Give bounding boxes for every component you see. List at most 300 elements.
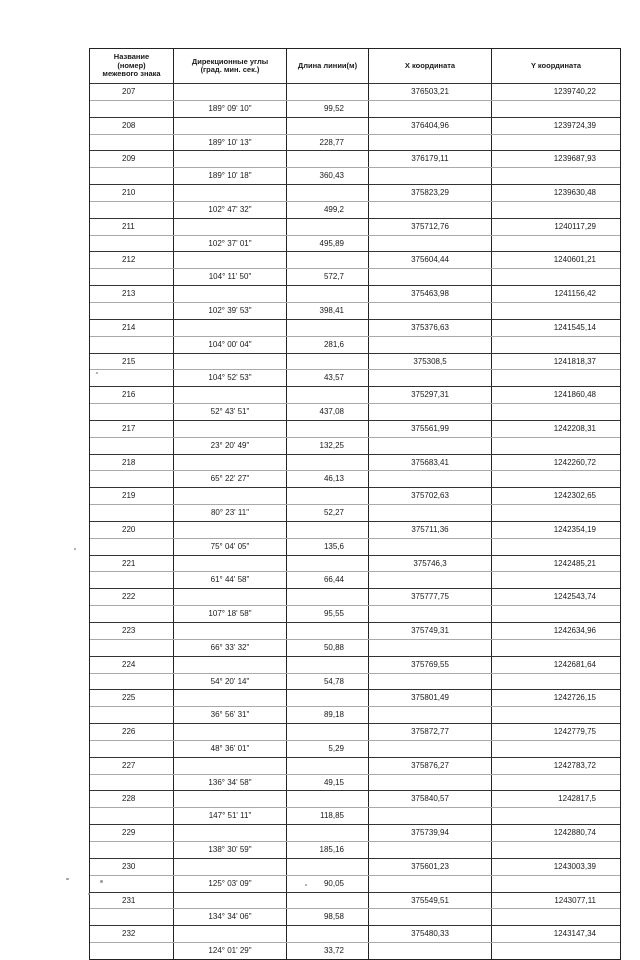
length-cell: [287, 84, 369, 100]
angle-cell: 189° 10' 18": [174, 168, 287, 184]
table-row: [90, 470, 620, 487]
x-coordinate-cell: 375777,75: [369, 589, 492, 605]
y-coordinate-cell: 1241860,48: [553, 390, 596, 400]
y-coordinate-cell: 1243077,11: [554, 895, 596, 905]
point-name-cell: [90, 471, 174, 487]
point-name-cell: 220: [90, 522, 174, 538]
angle-cell: 104° 11' 50": [174, 269, 287, 285]
table-row: [90, 807, 620, 824]
angle-cell: [174, 320, 287, 336]
point-name-cell: [90, 640, 174, 656]
length-cell: [287, 893, 369, 909]
x-coordinate-cell: [369, 438, 492, 454]
x-coordinate-cell: 375549,51: [369, 893, 492, 909]
angle-cell: 125° 03' 09": [174, 876, 287, 892]
point-name-cell: 208: [90, 118, 174, 134]
table-row: [90, 521, 620, 538]
x-coordinate-cell: 375604,44: [369, 252, 492, 268]
x-coordinate-cell: 375702,63: [369, 488, 492, 504]
angle-cell: [174, 926, 287, 942]
x-coordinate-cell: [369, 674, 492, 690]
y-coordinate-cell: [492, 572, 620, 588]
scan-speck: [74, 548, 76, 550]
length-cell: 54,78: [287, 674, 369, 690]
length-cell: [287, 758, 369, 774]
x-coordinate-cell: 376179,11: [369, 151, 492, 167]
point-name-cell: 232: [90, 926, 174, 942]
y-coordinate-cell: [492, 943, 620, 959]
point-name-cell: 228: [90, 791, 174, 807]
x-coordinate-cell: 375840,57: [369, 791, 492, 807]
length-cell: [287, 387, 369, 403]
x-coordinate-cell: [369, 202, 492, 218]
length-cell: [287, 219, 369, 235]
length-cell: 90,05: [287, 876, 369, 892]
table-row: [90, 235, 620, 252]
length-cell: [287, 589, 369, 605]
length-cell: 360,43: [287, 168, 369, 184]
point-name-cell: 224: [90, 657, 174, 673]
table-row: [90, 571, 620, 588]
angle-cell: [174, 859, 287, 875]
table-header-row: [90, 48, 620, 83]
length-cell: 49,15: [287, 775, 369, 791]
angle-cell: [174, 151, 287, 167]
coordinates-table: [89, 48, 621, 960]
point-name-cell: [90, 909, 174, 925]
x-coordinate-cell: 376503,21: [369, 84, 492, 100]
angle-cell: [174, 791, 287, 807]
length-cell: 437,08: [287, 404, 369, 420]
angle-cell: 104° 52' 53": [174, 370, 287, 386]
x-coordinate-cell: 375876,27: [369, 758, 492, 774]
table-row: [90, 673, 620, 690]
y-coordinate-cell: 1242208,31: [553, 423, 596, 433]
table-row: [90, 908, 620, 925]
angle-cell: 23° 20' 49": [174, 438, 287, 454]
y-coordinate-cell: 1243147,34: [553, 929, 596, 939]
y-coordinate-cell: 1242634,96: [553, 626, 596, 635]
point-name-cell: [90, 943, 174, 959]
y-coordinate-cell: [492, 101, 620, 117]
y-coordinate-cell: 1242302,65: [553, 491, 596, 501]
y-coordinate-cell: 1242354,19: [553, 524, 596, 534]
x-coordinate-cell: 375823,29: [369, 185, 492, 201]
angle-cell: 104° 00' 04": [174, 337, 287, 353]
length-cell: [287, 825, 369, 841]
table-row: [90, 790, 620, 807]
x-coordinate-cell: 375308,5: [369, 354, 492, 370]
length-cell: [287, 455, 369, 471]
length-cell: 5,29: [287, 741, 369, 757]
x-coordinate-cell: 375711,36: [369, 522, 492, 538]
point-name-cell: [90, 404, 174, 420]
y-coordinate-cell: [492, 674, 620, 690]
y-coordinate-cell: [492, 337, 620, 353]
y-coordinate-cell: 1241545,14: [553, 322, 596, 332]
y-coordinate-cell: [492, 808, 620, 824]
angle-cell: 134° 34' 06": [174, 909, 287, 925]
y-coordinate-cell: 1242783,72: [553, 760, 596, 770]
x-coordinate-cell: [369, 370, 492, 386]
table-row: [90, 100, 620, 117]
angle-cell: [174, 185, 287, 201]
table-row: [90, 369, 620, 386]
point-name-cell: 219: [90, 488, 174, 504]
length-cell: 281,6: [287, 337, 369, 353]
length-cell: [287, 252, 369, 268]
x-coordinate-cell: [369, 539, 492, 555]
header-x-coordinate: X координата: [369, 49, 492, 83]
angle-cell: 124° 01' 29": [174, 943, 287, 959]
point-name-cell: [90, 370, 174, 386]
length-cell: 66,44: [287, 572, 369, 588]
x-coordinate-cell: [369, 337, 492, 353]
angle-cell: [174, 893, 287, 909]
table-row: [90, 201, 620, 218]
x-coordinate-cell: [369, 269, 492, 285]
length-cell: [287, 791, 369, 807]
x-coordinate-cell: [369, 775, 492, 791]
table-row: [90, 83, 620, 100]
table-row: [90, 487, 620, 504]
table-row: [90, 858, 620, 875]
angle-cell: [174, 118, 287, 134]
length-cell: [287, 151, 369, 167]
table-row: [90, 336, 620, 353]
x-coordinate-cell: [369, 471, 492, 487]
point-name-cell: 216: [90, 387, 174, 403]
point-name-cell: 226: [90, 724, 174, 740]
length-cell: 33,72: [287, 943, 369, 959]
x-coordinate-cell: [369, 135, 492, 151]
length-cell: 185,16: [287, 842, 369, 858]
x-coordinate-cell: 375480,33: [369, 926, 492, 942]
y-coordinate-cell: 1242726,15: [553, 693, 596, 703]
table-row: [90, 605, 620, 622]
length-cell: 495,89: [287, 236, 369, 252]
x-coordinate-cell: [369, 572, 492, 588]
y-coordinate-cell: 1242543,74: [553, 592, 596, 602]
length-cell: 228,77: [287, 135, 369, 151]
table-row: [90, 386, 620, 403]
x-coordinate-cell: 375683,41: [369, 455, 492, 471]
y-coordinate-cell: [492, 640, 620, 656]
x-coordinate-cell: 375801,49: [369, 690, 492, 706]
point-name-cell: 215: [90, 354, 174, 370]
y-coordinate-cell: 1242485,21: [553, 558, 596, 568]
point-name-cell: 210: [90, 185, 174, 201]
angle-cell: 52° 43' 51": [174, 404, 287, 420]
angle-cell: [174, 825, 287, 841]
angle-cell: 66° 33' 32": [174, 640, 287, 656]
angle-cell: [174, 252, 287, 268]
angle-cell: [174, 657, 287, 673]
angle-cell: 80° 23' 11": [174, 505, 287, 521]
x-coordinate-cell: [369, 741, 492, 757]
x-coordinate-cell: [369, 943, 492, 959]
length-cell: 50,88: [287, 640, 369, 656]
point-name-cell: 231: [90, 893, 174, 909]
angle-cell: [174, 455, 287, 471]
x-coordinate-cell: 375746,3: [369, 556, 492, 572]
table-row: [90, 319, 620, 336]
y-coordinate-cell: 1242681,64: [553, 659, 596, 669]
angle-cell: [174, 421, 287, 437]
x-coordinate-cell: 375872,77: [369, 724, 492, 740]
angle-cell: [174, 354, 287, 370]
y-coordinate-cell: [492, 539, 620, 555]
point-name-cell: [90, 775, 174, 791]
angle-cell: 36° 56' 31": [174, 707, 287, 723]
length-cell: [287, 488, 369, 504]
point-name-cell: 229: [90, 825, 174, 841]
x-coordinate-cell: [369, 909, 492, 925]
table-row: [90, 588, 620, 605]
angle-cell: [174, 286, 287, 302]
point-name-cell: [90, 505, 174, 521]
angle-cell: 147° 51' 11": [174, 808, 287, 824]
table-row: [90, 117, 620, 134]
point-name-cell: [90, 168, 174, 184]
length-cell: 132,25: [287, 438, 369, 454]
point-name-cell: [90, 572, 174, 588]
y-coordinate-cell: 1242880,74: [553, 828, 596, 838]
y-coordinate-cell: 1242260,72: [553, 457, 596, 467]
length-cell: 499,2: [287, 202, 369, 218]
point-name-cell: [90, 202, 174, 218]
point-name-cell: 217: [90, 421, 174, 437]
point-name-cell: [90, 135, 174, 151]
angle-cell: 102° 47' 32": [174, 202, 287, 218]
x-coordinate-cell: [369, 168, 492, 184]
x-coordinate-cell: [369, 707, 492, 723]
point-name-cell: 223: [90, 623, 174, 639]
x-coordinate-cell: [369, 101, 492, 117]
length-cell: [287, 859, 369, 875]
x-coordinate-cell: [369, 303, 492, 319]
table-row: [90, 437, 620, 454]
point-name-cell: [90, 842, 174, 858]
length-cell: [287, 623, 369, 639]
x-coordinate-cell: 375769,55: [369, 657, 492, 673]
y-coordinate-cell: 1240601,21: [553, 255, 596, 265]
table-row: [90, 757, 620, 774]
table-row: [90, 134, 620, 151]
table-row: [90, 555, 620, 572]
angle-cell: [174, 522, 287, 538]
table-row: [90, 268, 620, 285]
x-coordinate-cell: 375463,98: [369, 286, 492, 302]
point-name-cell: 227: [90, 758, 174, 774]
header-line-length: Длина линии(м): [287, 49, 369, 83]
table-row: [90, 167, 620, 184]
angle-cell: [174, 758, 287, 774]
length-cell: [287, 320, 369, 336]
y-coordinate-cell: 1243003,39: [553, 861, 596, 871]
angle-cell: [174, 724, 287, 740]
y-coordinate-cell: 1239724,39: [553, 120, 596, 130]
point-name-cell: [90, 438, 174, 454]
angle-cell: [174, 84, 287, 100]
point-name-cell: 230: [90, 859, 174, 875]
point-name-cell: 207: [90, 84, 174, 100]
table-row: [90, 285, 620, 302]
table-row: [90, 403, 620, 420]
y-coordinate-cell: 1241818,37: [553, 356, 596, 366]
table-row: [90, 875, 620, 892]
table-row: [90, 942, 620, 959]
point-name-cell: 218: [90, 455, 174, 471]
x-coordinate-cell: 375601,23: [369, 859, 492, 875]
y-coordinate-cell: [492, 135, 620, 151]
length-cell: [287, 724, 369, 740]
point-name-cell: 221: [90, 556, 174, 572]
y-coordinate-cell: [492, 741, 620, 757]
y-coordinate-cell: [492, 202, 620, 218]
angle-cell: 136° 34' 58": [174, 775, 287, 791]
angle-cell: 48° 36' 01": [174, 741, 287, 757]
x-coordinate-cell: [369, 808, 492, 824]
table-row: [90, 353, 620, 370]
table-row: [90, 740, 620, 757]
angle-cell: [174, 589, 287, 605]
scan-speck: [88, 893, 90, 895]
length-cell: [287, 185, 369, 201]
table-row: [90, 251, 620, 268]
x-coordinate-cell: 375712,76: [369, 219, 492, 235]
y-coordinate-cell: [492, 606, 620, 622]
x-coordinate-cell: 376404,96: [369, 118, 492, 134]
angle-cell: 107° 18' 58": [174, 606, 287, 622]
y-coordinate-cell: [492, 269, 620, 285]
angle-cell: [174, 219, 287, 235]
header-point-name: Название (номер) межевого знака: [90, 49, 174, 83]
y-coordinate-cell: [492, 370, 620, 386]
point-name-cell: [90, 539, 174, 555]
y-coordinate-cell: 1239687,93: [553, 154, 596, 164]
angle-cell: 102° 39' 53": [174, 303, 287, 319]
point-name-cell: [90, 236, 174, 252]
point-name-cell: 214: [90, 320, 174, 336]
point-name-cell: [90, 337, 174, 353]
length-cell: 89,18: [287, 707, 369, 723]
y-coordinate-cell: 1241156,42: [554, 289, 596, 299]
y-coordinate-cell: 1239740,22: [553, 87, 596, 96]
length-cell: 46,13: [287, 471, 369, 487]
table-row: [90, 706, 620, 723]
point-name-cell: [90, 269, 174, 285]
table-row: [90, 824, 620, 841]
length-cell: 99,52: [287, 101, 369, 117]
table-row: [90, 150, 620, 167]
point-name-cell: [90, 101, 174, 117]
angle-cell: [174, 556, 287, 572]
y-coordinate-cell: [492, 876, 620, 892]
length-cell: 135,6: [287, 539, 369, 555]
y-coordinate-cell: 1239630,48: [553, 188, 596, 198]
x-coordinate-cell: 375561,99: [369, 421, 492, 437]
length-cell: [287, 690, 369, 706]
table-row: [90, 774, 620, 791]
scan-speck: [305, 884, 307, 886]
y-coordinate-cell: [492, 842, 620, 858]
length-cell: 398,41: [287, 303, 369, 319]
table-body: [90, 83, 620, 959]
y-coordinate-cell: [492, 236, 620, 252]
length-cell: 572,7: [287, 269, 369, 285]
x-coordinate-cell: [369, 606, 492, 622]
point-name-cell: 212: [90, 252, 174, 268]
y-coordinate-cell: [492, 471, 620, 487]
length-cell: 95,55: [287, 606, 369, 622]
point-name-cell: [90, 303, 174, 319]
angle-cell: [174, 387, 287, 403]
length-cell: [287, 286, 369, 302]
scan-speck: [96, 372, 98, 374]
table-row: [90, 538, 620, 555]
x-coordinate-cell: 375749,31: [369, 623, 492, 639]
point-name-cell: 211: [90, 219, 174, 235]
point-name-cell: [90, 808, 174, 824]
y-coordinate-cell: [492, 909, 620, 925]
length-cell: 43,57: [287, 370, 369, 386]
point-name-cell: [90, 741, 174, 757]
x-coordinate-cell: 375739,94: [369, 825, 492, 841]
angle-cell: [174, 690, 287, 706]
table-row: [90, 504, 620, 521]
angle-cell: 189° 10' 13": [174, 135, 287, 151]
length-cell: 118,85: [287, 808, 369, 824]
angle-cell: 138° 30' 59": [174, 842, 287, 858]
angle-cell: 102° 37' 01": [174, 236, 287, 252]
x-coordinate-cell: [369, 876, 492, 892]
point-name-cell: [90, 707, 174, 723]
table-row: [90, 622, 620, 639]
angle-cell: [174, 623, 287, 639]
length-cell: 98,58: [287, 909, 369, 925]
table-row: [90, 454, 620, 471]
y-coordinate-cell: 1242817,5: [558, 794, 596, 804]
y-coordinate-cell: [492, 168, 620, 184]
y-coordinate-cell: [492, 707, 620, 723]
table-row: [90, 841, 620, 858]
length-cell: [287, 118, 369, 134]
scan-speck: [100, 880, 103, 883]
angle-cell: 65° 22' 27": [174, 471, 287, 487]
angle-cell: 54° 20' 14": [174, 674, 287, 690]
table-row: [90, 892, 620, 909]
length-cell: [287, 556, 369, 572]
angle-cell: 61° 44' 58": [174, 572, 287, 588]
point-name-cell: 225: [90, 690, 174, 706]
x-coordinate-cell: [369, 505, 492, 521]
y-coordinate-cell: [492, 438, 620, 454]
table-row: [90, 420, 620, 437]
table-row: [90, 639, 620, 656]
header-direction-angles: Дирекционные углы (град. мин. сек.): [174, 49, 287, 83]
x-coordinate-cell: [369, 842, 492, 858]
point-name-cell: 209: [90, 151, 174, 167]
y-coordinate-cell: [492, 775, 620, 791]
header-y-coordinate: Y координата: [530, 60, 582, 70]
table-row: [90, 302, 620, 319]
x-coordinate-cell: [369, 404, 492, 420]
scan-speck: [66, 878, 69, 880]
length-cell: [287, 926, 369, 942]
length-cell: [287, 421, 369, 437]
length-cell: [287, 354, 369, 370]
